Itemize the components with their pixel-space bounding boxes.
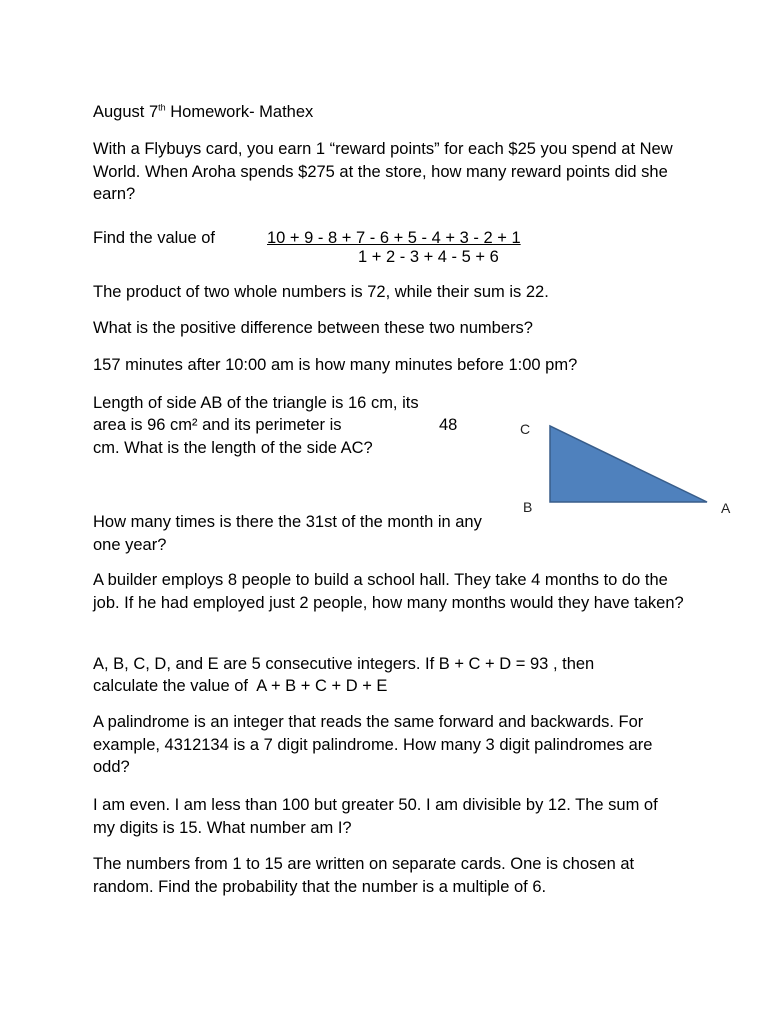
question-minutes: 157 minutes after 10:00 am is how many minutes before 1:00 pm? — [93, 356, 578, 374]
title-ordinal-suffix: th — [158, 102, 166, 113]
question-flybuys: With a Flybuys card, you earn 1 “reward points” for each $25 you spend at New World. When Aroha spends $275 at the store, how many reward points did she earn? — [93, 140, 673, 203]
question-even-number: I am even. I am less than 100 but greater 50. I am divisible by 12. The sum of my digits is 15. What number am I? — [93, 796, 658, 837]
triangle-question-line-1: Length of side AB of the triangle is 16 cm, its — [93, 394, 419, 412]
question-product-sum: The product of two whole numbers is 72, while their sum is 22. — [93, 283, 549, 301]
consecutive-line-1: A, B, C, D, and E are 5 consecutive integers. If B + C + D = 93 , then — [93, 655, 595, 673]
perimeter-value: 48 — [439, 416, 458, 434]
vertex-label-a: A — [721, 500, 731, 516]
question-builder: A builder employs 8 people to build a school hall. They take 4 months to do the job. If he had employed just 2 people, how many months would they have taken? — [93, 571, 684, 612]
question-positive-difference: What is the positive difference between these two numbers? — [93, 319, 533, 337]
vertex-label-b: B — [523, 499, 533, 515]
triangle-shape — [550, 426, 707, 502]
title-suffix: Homework- Mathex — [165, 103, 314, 121]
fraction-numerator: 10 + 9 - 8 + 7 - 6 + 5 - 4 + 3 - 2 + 1 — [267, 229, 521, 247]
question-probability: The numbers from 1 to 15 are written on separate cards. One is chosen at random. Find the probability that the number is a multiple of 6. — [93, 855, 635, 896]
question-palindrome: A palindrome is an integer that reads the same forward and backwards. For example, 4312134 is a 7 digit palindrome. How many 3 digit palindromes are odd? — [93, 713, 653, 776]
consecutive-line-2: calculate the value of A + B + C + D + E — [93, 677, 388, 695]
fraction-denominator: 1 + 2 - 3 + 4 - 5 + 6 — [358, 248, 499, 266]
title-prefix: August 7 — [93, 103, 159, 121]
vertex-label-c: C — [520, 421, 531, 437]
triangle-question-line-3: cm. What is the length of the side AC? — [93, 439, 373, 457]
triangle-question-line-2-text: area is 96 cm² and its perimeter is — [93, 416, 342, 434]
question-31st: How many times is there the 31st of the month in any one year? — [93, 513, 482, 554]
fraction-label: Find the value of — [93, 229, 215, 247]
